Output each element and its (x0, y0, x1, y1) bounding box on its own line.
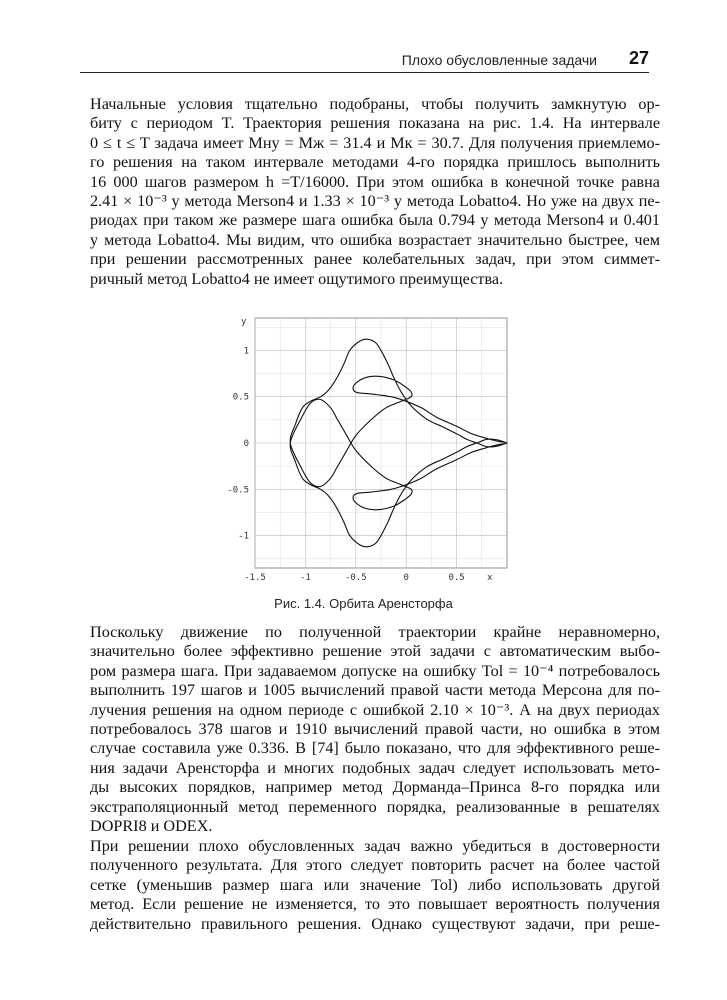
figure-caption: Рис. 1.4. Орбита Аренсторфа (274, 596, 453, 611)
paragraph-3 (90, 837, 660, 934)
text-line: случае составила уже 0.336. В [74] было показано, что для эффективного реше- (90, 739, 660, 758)
text-line: полученного результата. Для этого следует повторить расчет на более частой (90, 856, 660, 875)
y-tick-label: -1 (238, 531, 249, 542)
text-line: действительно правильного решения. Однако существуют задачи, при реше- (90, 914, 660, 933)
text-line: у метода Lobatto4. Мы видим, что ошибка возрастает значительно быстрее, чем (90, 230, 660, 249)
chart-tick-labels (227, 346, 464, 583)
text-line: потребовалось 378 шагов и 1910 вычислений правой части, но ошибка в этом (90, 719, 660, 738)
x-tick-label: -1 (299, 573, 311, 583)
y-tick-label: 1 (243, 346, 249, 357)
text-line: Начальные условия тщательно подобраны, чтобы получить замкнутую ор- (90, 95, 660, 113)
text-line: ды высоких порядков, например метод Дорманда–Принса 8-го порядка или (90, 778, 660, 797)
text-line: При решении плохо обусловленных задач важно убедиться в достоверности (90, 837, 660, 855)
x-axis-label: x (487, 573, 493, 583)
text-line: 0 ≤ t ≤ T задача имеет Mну = Mж = 31.4 и Mк = 30.7. Для получения приемлемо- (90, 133, 660, 152)
text-line: лучения решения на одном периоде с ошибкой 2.10 × 10⁻³. А на двух периодах (90, 700, 660, 719)
text-line: биту с периодом T. Траектория решения показана на рис. 1.4. На интервале (90, 114, 660, 133)
text-line: 16 000 шагов размером h =T/16000. При этом ошибка в конечной точке равна (90, 172, 660, 191)
text-line: ром размера шага. При задаваемом допуске на ошибку Tol = 10⁻⁴ потребовалось (90, 661, 660, 680)
page-number: 27 (628, 48, 649, 68)
text-line: экстраполяционный метод переменного порядка, реализованные в решателях (90, 797, 660, 816)
text-line: DOPRI8 и ODEX. (90, 816, 213, 835)
y-tick-label: 0.5 (232, 392, 249, 403)
x-tick-label: 0.5 (448, 573, 465, 583)
x-tick-label: -1.5 (244, 573, 266, 583)
paragraph-1 (90, 95, 660, 289)
text-line: риодах при таком же размере шага ошибка была 0.794 у метода Merson4 и 0.401 (90, 211, 660, 230)
y-tick-label: -0.5 (227, 485, 249, 496)
section-title: Плохо обусловленные задачи (401, 52, 597, 68)
chart-grid (255, 318, 507, 568)
paragraph-2 (90, 623, 660, 836)
text-line: сетке (уменьшив размер шага или значение Tol) либо использовать другой (90, 875, 660, 894)
text-line: значительно более эффективно решение этой задачи с автоматическим выбо- (90, 642, 660, 661)
text-line: ричный метод Lobatto4 не имеет ощутимого преимущества. (90, 269, 504, 288)
running-head (80, 44, 649, 73)
text-line: го решения на таком интервале методами 4-го порядка пришлось выполнить (90, 153, 660, 172)
x-tick-label: 0 (403, 573, 409, 583)
text-line: 2.41 × 10⁻³ у метода Merson4 и 1.33 × 10⁻³ у метода Lobatto4. Но уже на двух пе- (90, 191, 660, 210)
y-tick-label: 0 (243, 439, 249, 449)
x-tick-label: -0.5 (344, 573, 367, 583)
text-line: Поскольку движение по полученной траектории крайне неравномерно, (90, 623, 660, 641)
y-axis-label: y (241, 317, 247, 327)
text-line: выполнить 197 шагов и 1005 вычислений правой части метода Мерсона для по- (90, 681, 660, 700)
text-line: ния задачи Аренсторфа и многих подобных задач следует использовать мето- (90, 758, 660, 777)
orbit-chart (225, 310, 515, 600)
text-line: метод. Если решение не изменяется, то это повышает вероятность получения (90, 895, 660, 914)
text-line: при решении рассмотренных ранее колебательных задач, при этом симмет- (90, 250, 660, 269)
